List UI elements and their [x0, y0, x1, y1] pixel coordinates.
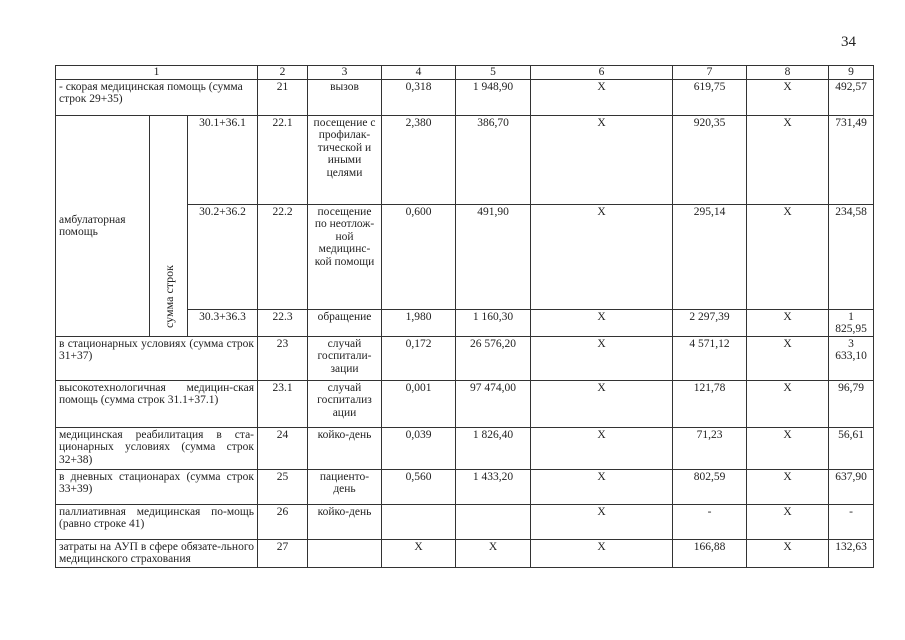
cell: посещение с профилак-тической и иными целями	[308, 116, 382, 205]
cell: -	[673, 504, 747, 539]
cell: Х	[747, 380, 829, 427]
row-label: - скорая медицинская помощь (сумма строк 29+35)	[56, 80, 258, 116]
cell: 802,59	[673, 469, 747, 504]
cell: 23	[258, 336, 308, 380]
cell: 2 297,39	[673, 310, 747, 337]
cell: 21	[258, 80, 308, 116]
cell: 26 576,20	[456, 336, 531, 380]
cell: 1 433,20	[456, 469, 531, 504]
cell: обращение	[308, 310, 382, 337]
cell: 295,14	[673, 205, 747, 310]
cell: Х	[531, 310, 673, 337]
cell: 97 474,00	[456, 380, 531, 427]
cell: 71,23	[673, 427, 747, 469]
cell: 2,380	[382, 116, 456, 205]
cell: 1 948,90	[456, 80, 531, 116]
cell: 1 160,30	[456, 310, 531, 337]
header-cell: 7	[673, 66, 747, 80]
cell: 0,600	[382, 205, 456, 310]
cell: 491,90	[456, 205, 531, 310]
cell: Х	[531, 80, 673, 116]
cell: 22.1	[258, 116, 308, 205]
header-cell: 3	[308, 66, 382, 80]
row-label: 30.1+36.1	[188, 116, 258, 205]
table-row	[56, 336, 874, 380]
cell: 619,75	[673, 80, 747, 116]
cell: 23.1	[258, 380, 308, 427]
cell: -	[829, 504, 874, 539]
cell: 0,560	[382, 469, 456, 504]
cell: Х	[531, 336, 673, 380]
cell: Х	[747, 205, 829, 310]
cell	[382, 504, 456, 539]
cell: Х	[747, 539, 829, 567]
table-row	[56, 116, 874, 205]
row-label: паллиативная медицинская по-мощь (равно строке 41)	[56, 504, 258, 539]
cell: Х	[747, 80, 829, 116]
cell: 26	[258, 504, 308, 539]
cell: 56,61	[829, 427, 874, 469]
header-row	[56, 66, 874, 80]
cell: Х	[747, 427, 829, 469]
cell: 492,57	[829, 80, 874, 116]
cell: 4 571,12	[673, 336, 747, 380]
cell: 121,78	[673, 380, 747, 427]
cell: 1 826,40	[456, 427, 531, 469]
header-cell: 1	[56, 66, 258, 80]
cell: вызов	[308, 80, 382, 116]
cell: 3 633,10	[829, 336, 874, 380]
header-cell: 2	[258, 66, 308, 80]
cell: 731,49	[829, 116, 874, 205]
cell: Х	[382, 539, 456, 567]
header-cell: 8	[747, 66, 829, 80]
cell: Х	[531, 380, 673, 427]
cell: койко-день	[308, 504, 382, 539]
cell: Х	[747, 116, 829, 205]
cell: 22.2	[258, 205, 308, 310]
row-label: высокотехнологичная медицин-ская помощь (сумма строк 31.1+37.1)	[56, 380, 258, 427]
cell: посещение по неотлож-ной медицинс-кой помощи	[308, 205, 382, 310]
cell: Х	[747, 504, 829, 539]
cell: 234,58	[829, 205, 874, 310]
ambulatory-label: амбулаторная помощь	[56, 116, 150, 337]
row-label: затраты на АУП в сфере обязате-льного медицинского страхования	[56, 539, 258, 567]
cell: 386,70	[456, 116, 531, 205]
row-label: 30.3+36.3	[188, 310, 258, 337]
cell: 25	[258, 469, 308, 504]
page-number: 34	[841, 34, 856, 50]
cell: 0,172	[382, 336, 456, 380]
cell: 166,88	[673, 539, 747, 567]
cell: Х	[747, 336, 829, 380]
cell	[308, 539, 382, 567]
header-cell: 6	[531, 66, 673, 80]
cell	[456, 504, 531, 539]
cell: 132,63	[829, 539, 874, 567]
cell: 1 825,95	[829, 310, 874, 337]
data-table	[55, 65, 874, 568]
cell: случай госпитали-зации	[308, 336, 382, 380]
cell: случай госпитализ ации	[308, 380, 382, 427]
row-label: в дневных стационарах (сумма строк 33+39)	[56, 469, 258, 504]
row-label: медицинская реабилитация в ста-ционарных условиях (сумма строк 32+38)	[56, 427, 258, 469]
header-cell: 5	[456, 66, 531, 80]
header-cell: 9	[829, 66, 874, 80]
cell: Х	[456, 539, 531, 567]
table-row	[56, 539, 874, 567]
cell: койко-день	[308, 427, 382, 469]
vertical-sum-label: сумма строк	[150, 116, 188, 337]
row-label: 30.2+36.2	[188, 205, 258, 310]
header-cell: 4	[382, 66, 456, 80]
cell: Х	[531, 427, 673, 469]
cell: пациенто-день	[308, 469, 382, 504]
table-row	[56, 80, 874, 116]
cell: 0,318	[382, 80, 456, 116]
cell: Х	[747, 310, 829, 337]
cell: 27	[258, 539, 308, 567]
cell: Х	[531, 469, 673, 504]
cell: 24	[258, 427, 308, 469]
cell: 1,980	[382, 310, 456, 337]
cell: 0,039	[382, 427, 456, 469]
cell: 22.3	[258, 310, 308, 337]
table-row	[56, 504, 874, 539]
cell: Х	[531, 539, 673, 567]
cell: Х	[531, 504, 673, 539]
table-row	[56, 427, 874, 469]
table-row	[56, 380, 874, 427]
cell: 920,35	[673, 116, 747, 205]
row-label: в стационарных условиях (сумма строк 31+37)	[56, 336, 258, 380]
cell: Х	[531, 116, 673, 205]
table-row	[56, 469, 874, 504]
cell: Х	[747, 469, 829, 504]
cell: 96,79	[829, 380, 874, 427]
cell: Х	[531, 205, 673, 310]
cell: 0,001	[382, 380, 456, 427]
cell: 637,90	[829, 469, 874, 504]
